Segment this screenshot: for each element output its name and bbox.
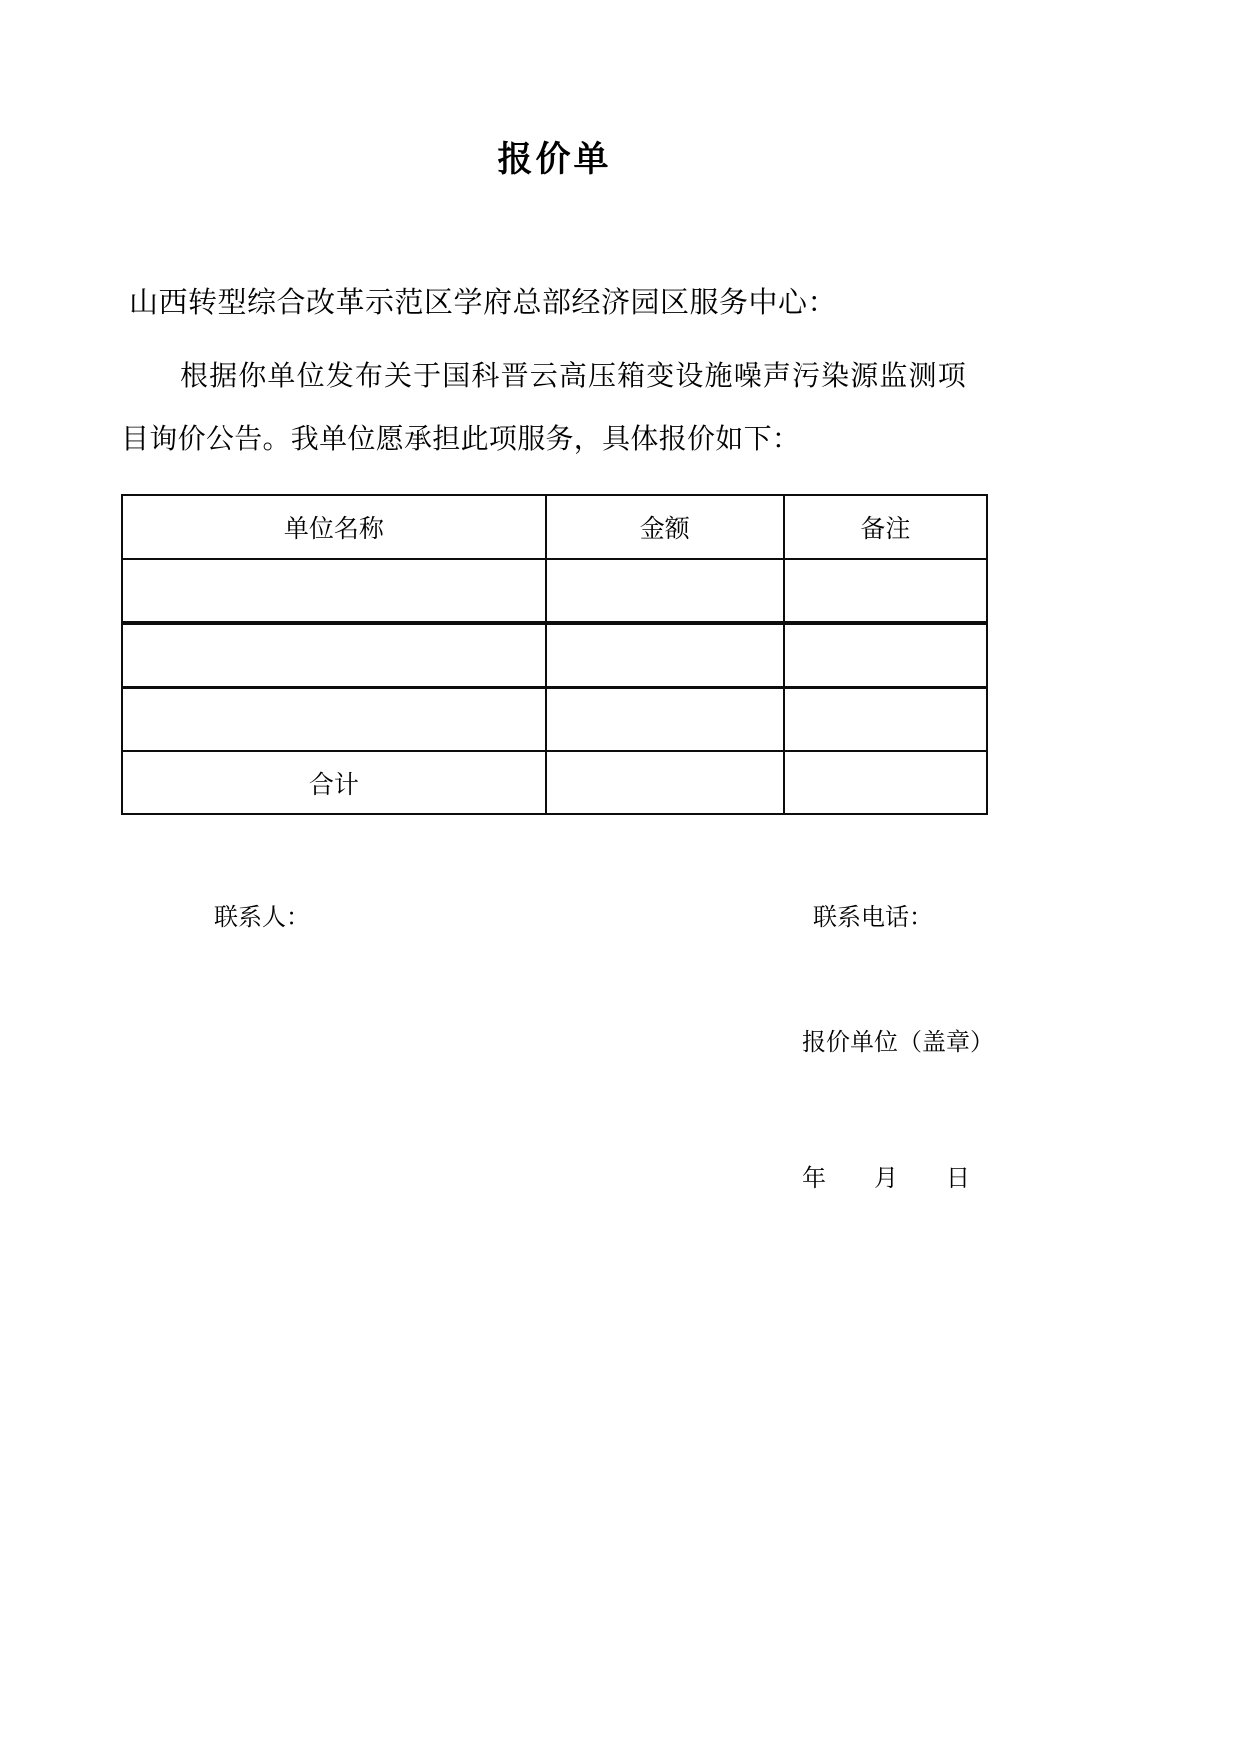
document-content [121,0,994,1197]
table-cell-unit-name [122,623,546,687]
total-label-cell: 合计 [122,751,546,814]
table-total-row [122,751,987,814]
quotation-table [121,494,988,815]
table-cell-unit-name [122,687,546,751]
table-row [122,623,987,687]
table-cell-remarks [784,623,987,687]
header-cell-amount: 金额 [546,495,784,559]
table-cell-amount [546,623,784,687]
table-cell-remarks [784,559,987,623]
quote-unit-seal-label: 报价单位（盖章） [802,1030,994,1056]
table-cell-amount [546,687,784,751]
table-cell-remarks [784,687,987,751]
page-title: 报价单 [497,140,612,179]
contact-person-label: 联系人： [214,905,310,931]
table-cell-amount [546,559,784,623]
table-row [122,687,987,751]
table-row [122,559,987,623]
header-cell-unit-name: 单位名称 [122,495,546,559]
date-line: 年 月 日 [802,1166,970,1192]
table-cell-unit-name [122,559,546,623]
contacts-row [121,897,988,933]
total-amount-cell [546,751,784,814]
header-cell-remarks: 备注 [784,495,987,559]
table-header-row [122,495,987,559]
body-paragraph: 根据你单位发布关于国科晋云高压箱变设施噪声污染源监测项目询价公告。我单位愿承担此项服务，具体报价如下： [121,361,966,455]
contact-phone-label: 联系电话： [813,905,933,931]
addressee-line: 山西转型综合改革示范区学府总部经济园区服务中心： [129,287,838,319]
total-remarks-cell [784,751,987,814]
